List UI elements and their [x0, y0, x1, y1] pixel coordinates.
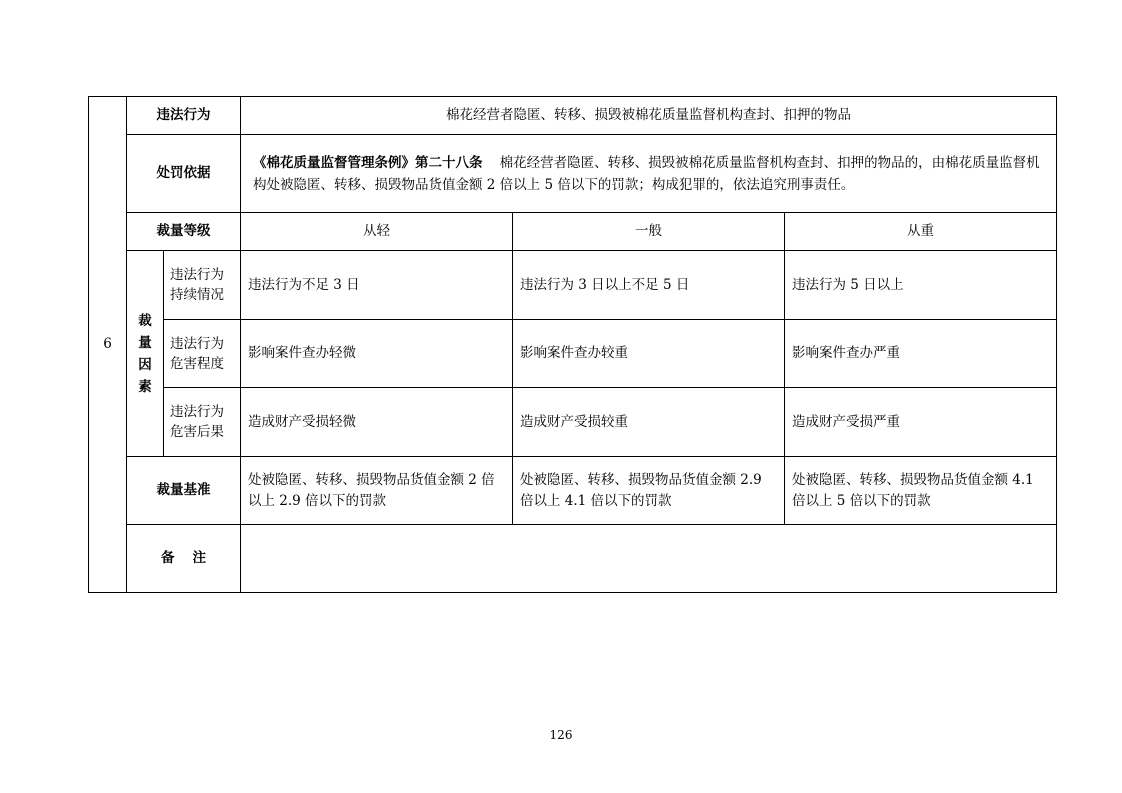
standard-value: 处被隐匿、转移、损毁物品货值金额 4.1 倍以上 5 倍以下的罚款: [785, 457, 1057, 525]
factor-value: 影响案件查办较重: [513, 320, 785, 388]
page-number: 126: [549, 728, 573, 742]
factor-value: 违法行为 5 日以上: [785, 251, 1057, 320]
standard-value: 处被隐匿、转移、损毁物品货值金额 2.9 倍以上 4.1 倍以下的罚款: [513, 457, 785, 525]
basis-text: 棉花经营者隐匿、转移、损毁被棉花质量监督机构查封、扣押的物品的，由棉花质量监督机构处被隐匿、转移、损毁物品货值金额 2 倍以上 5 倍以下的罚款；构成犯罪的，依法追究刑事责任。: [253, 154, 1040, 193]
factor-value: 造成财产受损轻微: [241, 388, 513, 457]
violation-row: [89, 97, 1057, 135]
levels-row: [89, 213, 1057, 251]
factor-value: 违法行为不足 3 日: [241, 251, 513, 320]
factor-name: 违法行为持续情况: [164, 251, 241, 320]
discretion-table: [88, 96, 1057, 593]
factor-row: [89, 388, 1057, 457]
remarks-row: [89, 525, 1057, 593]
factor-row: [89, 251, 1057, 320]
factor-name: 违法行为危害后果: [164, 388, 241, 457]
basis-content: [241, 135, 1057, 213]
factor-value: 造成财产受损较重: [513, 388, 785, 457]
standard-label: 裁量基准: [127, 457, 241, 525]
factor-name: 违法行为危害程度: [164, 320, 241, 388]
basis-row: [89, 135, 1057, 213]
basis-label: 处罚依据: [127, 135, 241, 213]
basis-law: 《棉花质量监督管理条例》第二十八条: [253, 154, 483, 171]
factor-row: [89, 320, 1057, 388]
levels-label: 裁量等级: [127, 213, 241, 251]
factor-value: 影响案件查办轻微: [241, 320, 513, 388]
factor-value: 造成财产受损严重: [785, 388, 1057, 457]
standard-value: 处被隐匿、转移、损毁物品货值金额 2 倍以上 2.9 倍以下的罚款: [241, 457, 513, 525]
level-normal: 一般: [513, 213, 785, 251]
row-number: 6: [89, 97, 127, 593]
violation-value: 棉花经营者隐匿、转移、损毁被棉花质量监督机构查封、扣押的物品: [241, 97, 1057, 135]
standard-row: [89, 457, 1057, 525]
remarks-label: 备注: [127, 525, 241, 593]
factors-label: 裁量因素: [127, 251, 164, 457]
remarks-value: [241, 525, 1057, 593]
level-heavy: 从重: [785, 213, 1057, 251]
level-light: 从轻: [241, 213, 513, 251]
violation-label: 违法行为: [127, 97, 241, 135]
factor-value: 影响案件查办严重: [785, 320, 1057, 388]
factor-value: 违法行为 3 日以上不足 5 日: [513, 251, 785, 320]
